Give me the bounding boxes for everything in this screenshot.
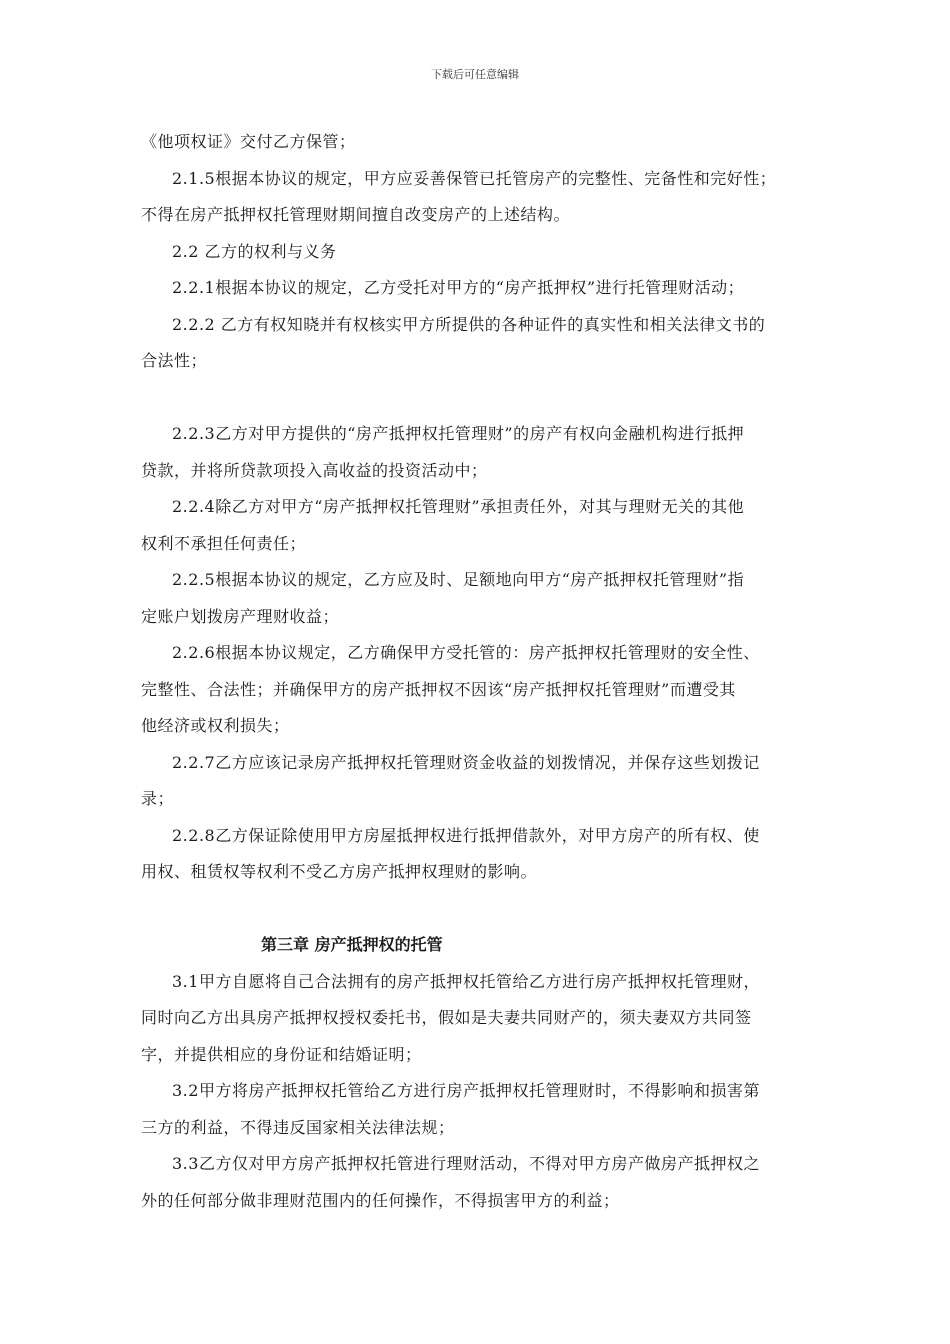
- paragraph-line: 2.1.5根据本协议的规定，甲方应妥善保管已托管房产的完整性、完备性和完好性；: [172, 168, 777, 188]
- paragraph-line: 贷款，并将所贷款项投入高收益的投资活动中；: [141, 460, 488, 480]
- paragraph-line: 2.2.5根据本协议的规定，乙方应及时、足额地向甲方“房产抵押权托管理财”指: [172, 570, 745, 589]
- paragraph-line: 3.1甲方自愿将自己合法拥有的房产抵押权托管给乙方进行房产抵押权托管理财，: [172, 971, 760, 991]
- paragraph-line: 定账户划拨房产理财收益；: [141, 606, 340, 626]
- paragraph-line: 2.2.4除乙方对甲方“房产抵押权托管理财”承担责任外，对其与理财无关的其他: [172, 497, 745, 516]
- paragraph-line: 权利不承担任何责任；: [141, 533, 307, 553]
- paragraph-line: 3.3乙方仅对甲方房产抵押权托管进行理财活动，不得对甲方房产做房产抵押权之: [172, 1154, 760, 1173]
- paragraph-line: 2.2.1根据本协议的规定，乙方受托对甲方的“房产抵押权”进行托管理财活动；: [172, 278, 745, 297]
- page-header: 下载后可任意编辑: [431, 68, 519, 81]
- paragraph-line: 同时向乙方出具房产抵押权授权委托书，假如是夫妻共同财产的，须夫妻双方共同签: [141, 1008, 752, 1027]
- document-body: [141, 124, 821, 1219]
- paragraph-line: 2.2.7乙方应该记录房产抵押权托管理财资金收益的划拨情况，并保存这些划拨记: [172, 752, 760, 772]
- paragraph-line: 三方的利益，不得违反国家相关法律法规；: [141, 1117, 455, 1137]
- paragraph-line: 《他项权证》交付乙方保管；: [141, 132, 356, 151]
- blank-line: [141, 380, 821, 417]
- paragraph-line: 3.2甲方将房产抵押权托管给乙方进行房产抵押权托管理财时，不得影响和损害第: [172, 1081, 760, 1100]
- paragraph-line: 2.2 乙方的权利与义务: [172, 241, 337, 261]
- paragraph-line: 他经济或权利损失；: [141, 716, 290, 735]
- paragraph-line: 2.2.3乙方对甲方提供的“房产抵押权托管理财”的房产有权向金融机构进行抵押: [172, 424, 745, 443]
- paragraph-line: 完整性、合法性；并确保甲方的房产抵押权不因该“房产抵押权托管理财”而遭受其: [141, 679, 736, 699]
- paragraph-line: 2.2.2 乙方有权知晓并有权核实甲方所提供的各种证件的真实性和相关法律文书的: [172, 314, 766, 334]
- paragraph-line: 2.2.8乙方保证除使用甲方房屋抵押权进行抵押借款外，对甲方房产的所有权、使: [172, 825, 760, 845]
- chapter-title: 第三章 房产抵押权的托管: [261, 935, 443, 954]
- blank-line: [141, 891, 821, 928]
- paragraph-line: 用权、租赁权等权利不受乙方房产抵押权理财的影响。: [141, 862, 538, 881]
- paragraph-line: 字，并提供相应的身份证和结婚证明；: [141, 1044, 422, 1064]
- paragraph-line: 2.2.6根据本协议规定，乙方确保甲方受托管的：房产抵押权托管理财的安全性、: [172, 643, 760, 662]
- paragraph-line: 录；: [141, 789, 175, 808]
- paragraph-line: 不得在房产抵押权托管理财期间擅自改变房产的上述结构。: [141, 205, 571, 224]
- paragraph-line: 外的任何部分做非理财范围内的任何操作，不得损害甲方的利益；: [141, 1190, 620, 1210]
- paragraph-line: 合法性；: [141, 351, 208, 370]
